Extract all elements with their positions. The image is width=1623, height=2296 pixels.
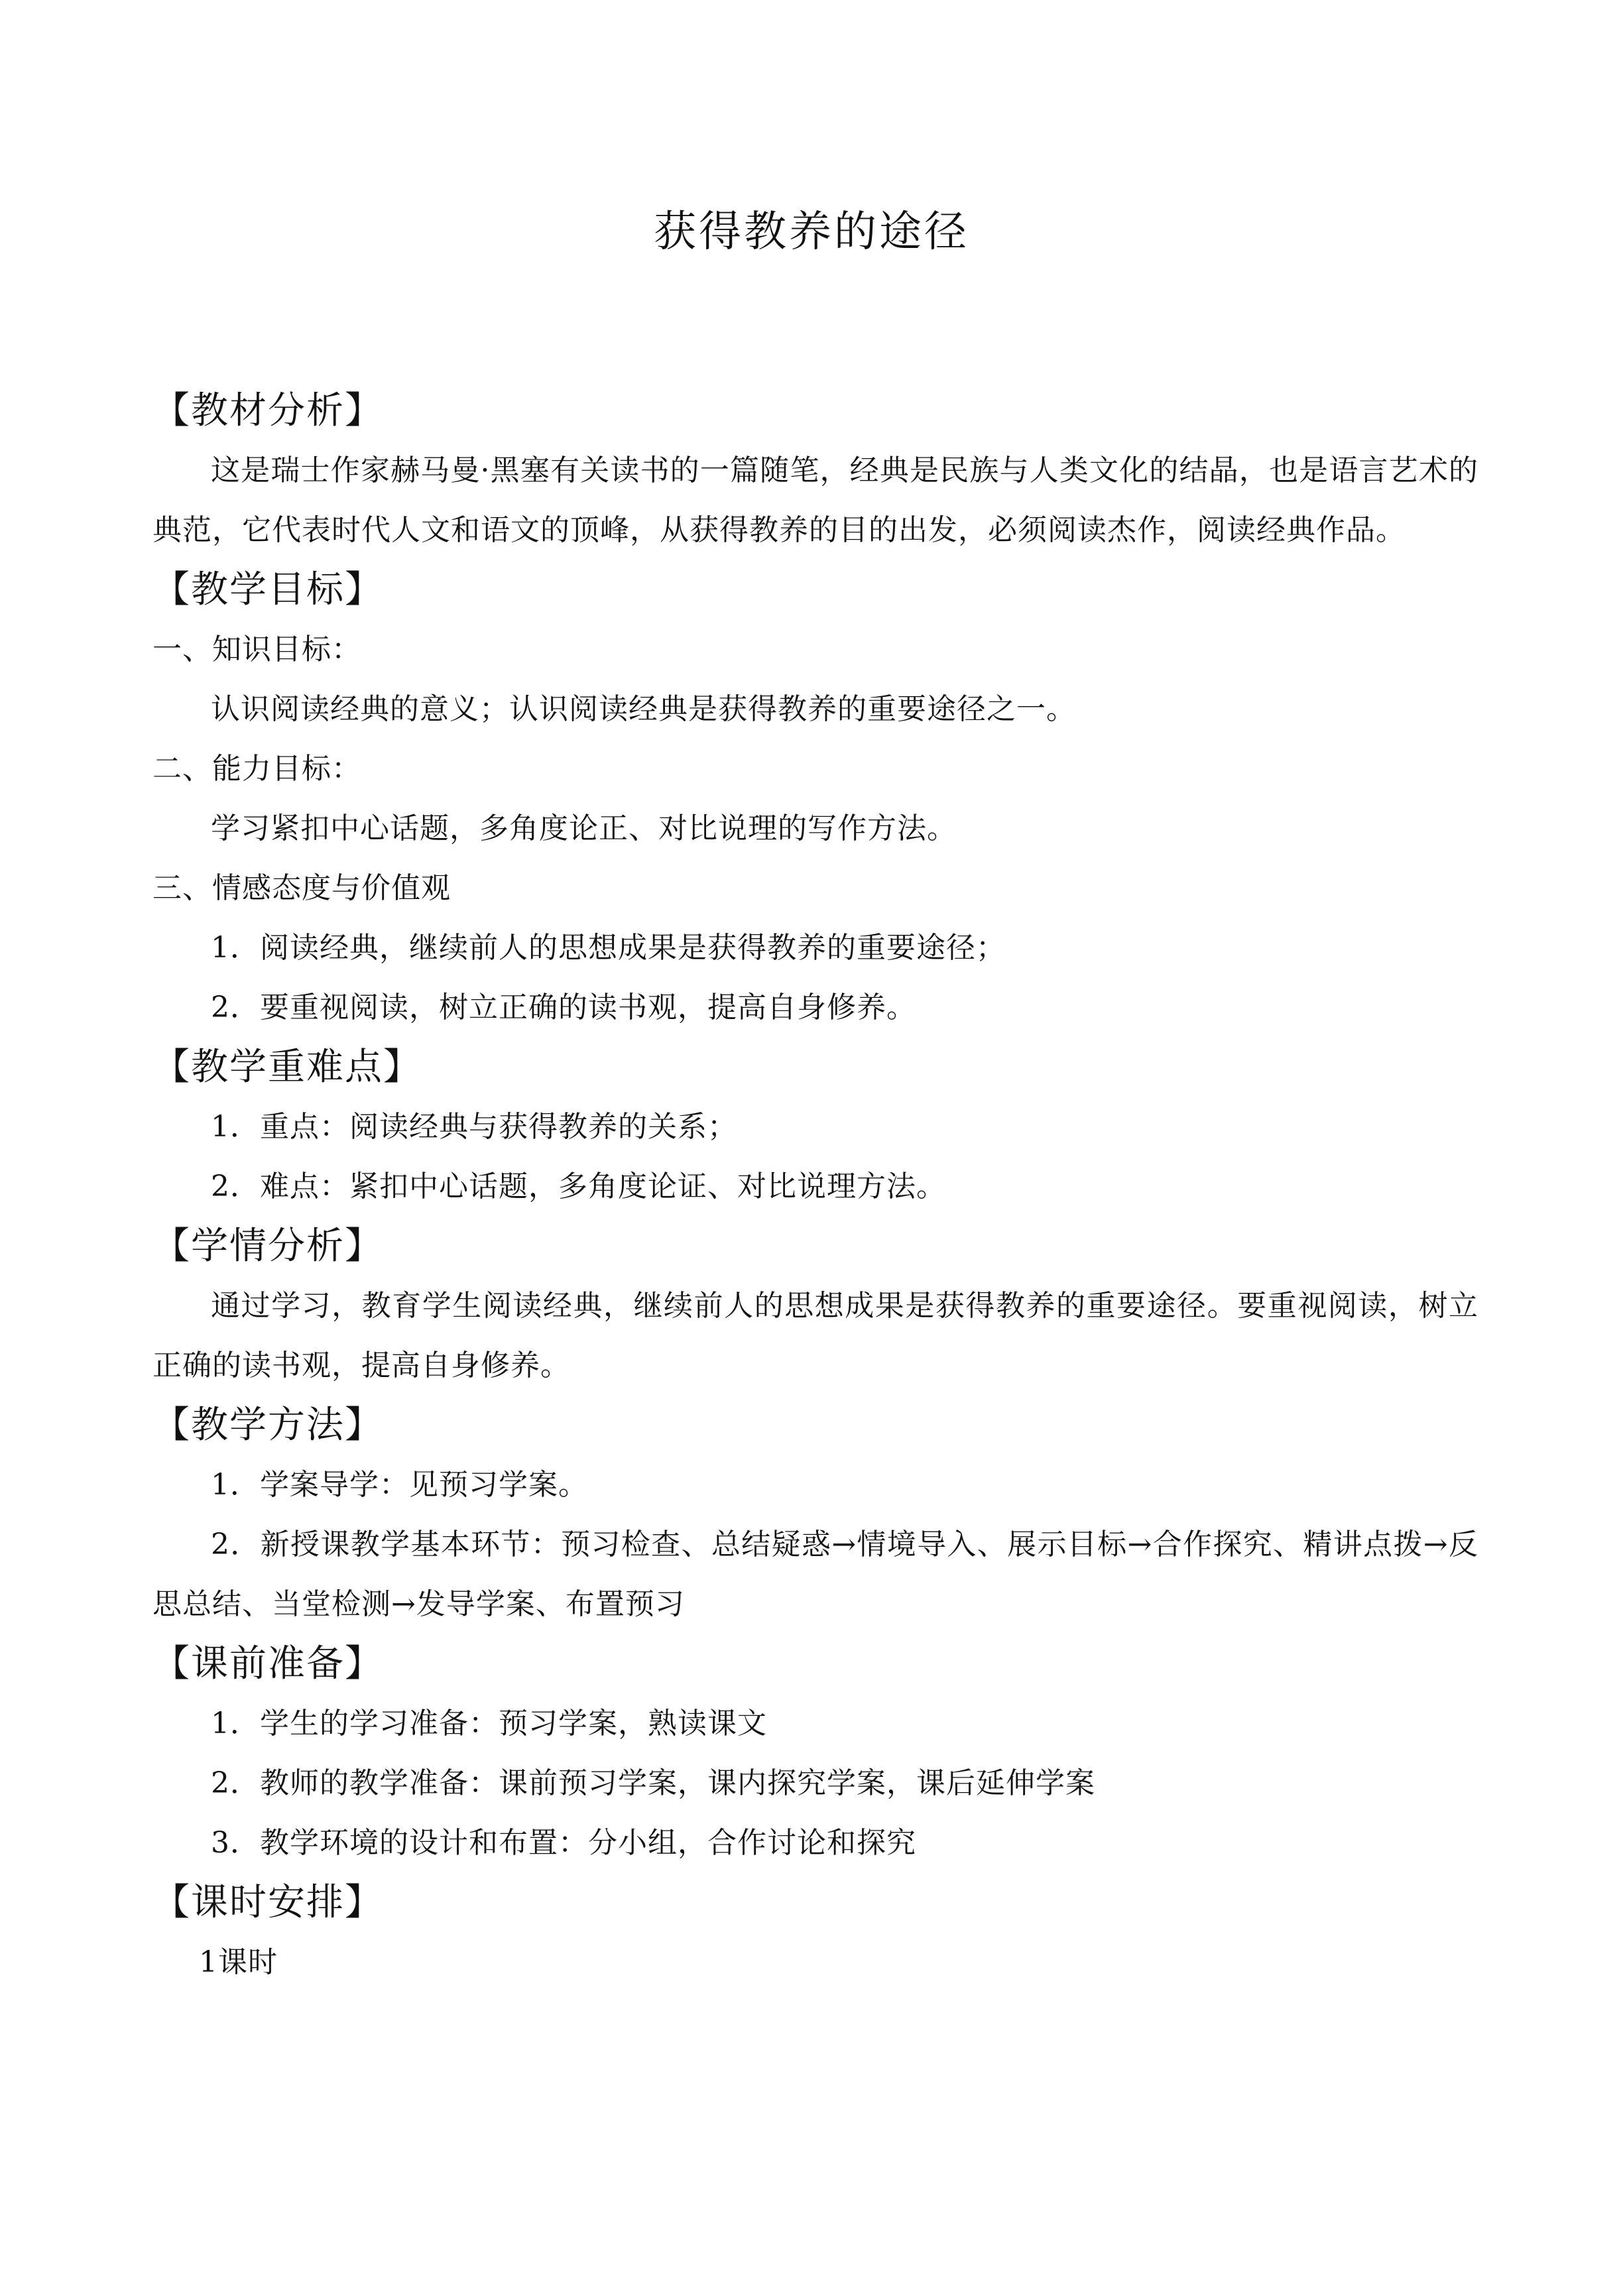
list-item: 2．要重视阅读，树立正确的读书观，提高自身修养。 <box>211 991 916 1024</box>
section-teaching-goals <box>152 560 1478 1038</box>
section-heading: 【教学目标】 <box>152 568 383 611</box>
knowledge-text: 认识阅读经典的意义；认识阅读经典是获得教养的重要途径之一。 <box>211 692 1076 726</box>
section-schedule <box>152 1873 1478 1992</box>
document-title: 获得教养的途径 <box>654 208 969 257</box>
section-key-points <box>152 1038 1478 1217</box>
list-item: 1．重点：阅读经典与获得教养的关系； <box>211 1110 737 1144</box>
section-heading: 【教材分析】 <box>152 389 383 432</box>
subheading-ability: 二、能力目标： <box>152 752 361 786</box>
section-heading: 【课时安排】 <box>152 1881 383 1924</box>
list-item: 3．教学环境的设计和布置：分小组，合作讨论和探究 <box>211 1826 916 1860</box>
list-item: 1．阅读经典，继续前人的思想成果是获得教养的重要途径； <box>211 931 1006 965</box>
section-heading: 【课前准备】 <box>152 1642 383 1685</box>
ability-text: 学习紧扣中心话题，多角度论正、对比说理的写作方法。 <box>211 812 957 845</box>
list-item: 1．学生的学习准备：预习学案，熟读课文 <box>211 1707 767 1740</box>
document-body <box>152 381 1478 1992</box>
subheading-knowledge: 一、知识目标： <box>152 633 361 666</box>
section-paragraph: 这是瑞士作家赫马曼·黑塞有关读书的一篇随笔，经典是民族与人类文化的结晶，也是语言艺术的典范，它代表时代人文和语文的顶峰，从获得教养的目的出发，必须阅读杰作，阅读经典作品。 <box>152 453 1478 547</box>
subheading-emotion: 三、情感态度与价值观 <box>152 871 451 905</box>
section-heading: 【学情分析】 <box>152 1225 383 1268</box>
list-item: 2．新授课教学基本环节：预习检查、总结疑惑→情境导入、展示目标→合作探究、精讲点拨→反思总结、当堂检测→发导学案、布置预习 <box>152 1528 1478 1621</box>
section-heading: 【教学方法】 <box>152 1404 383 1447</box>
section-student-analysis <box>152 1217 1478 1396</box>
section-preparation <box>152 1634 1478 1873</box>
section-paragraph: 通过学习，教育学生阅读经典，继续前人的思想成果是获得教养的重要途径。要重视阅读，树立正确的读书观，提高自身修养。 <box>152 1289 1478 1382</box>
section-heading: 【教学重难点】 <box>152 1046 422 1089</box>
section-textbook-analysis <box>152 381 1478 560</box>
schedule-text: 1课时 <box>199 1945 278 1979</box>
section-teaching-methods <box>152 1396 1478 1634</box>
list-item: 1．学案导学：见预习学案。 <box>211 1468 588 1502</box>
list-item: 2．教师的教学准备：课前预习学案，课内探究学案，课后延伸学案 <box>211 1766 1095 1800</box>
list-item: 2．难点：紧扣中心话题，多角度论证、对比说理方法。 <box>211 1170 946 1203</box>
